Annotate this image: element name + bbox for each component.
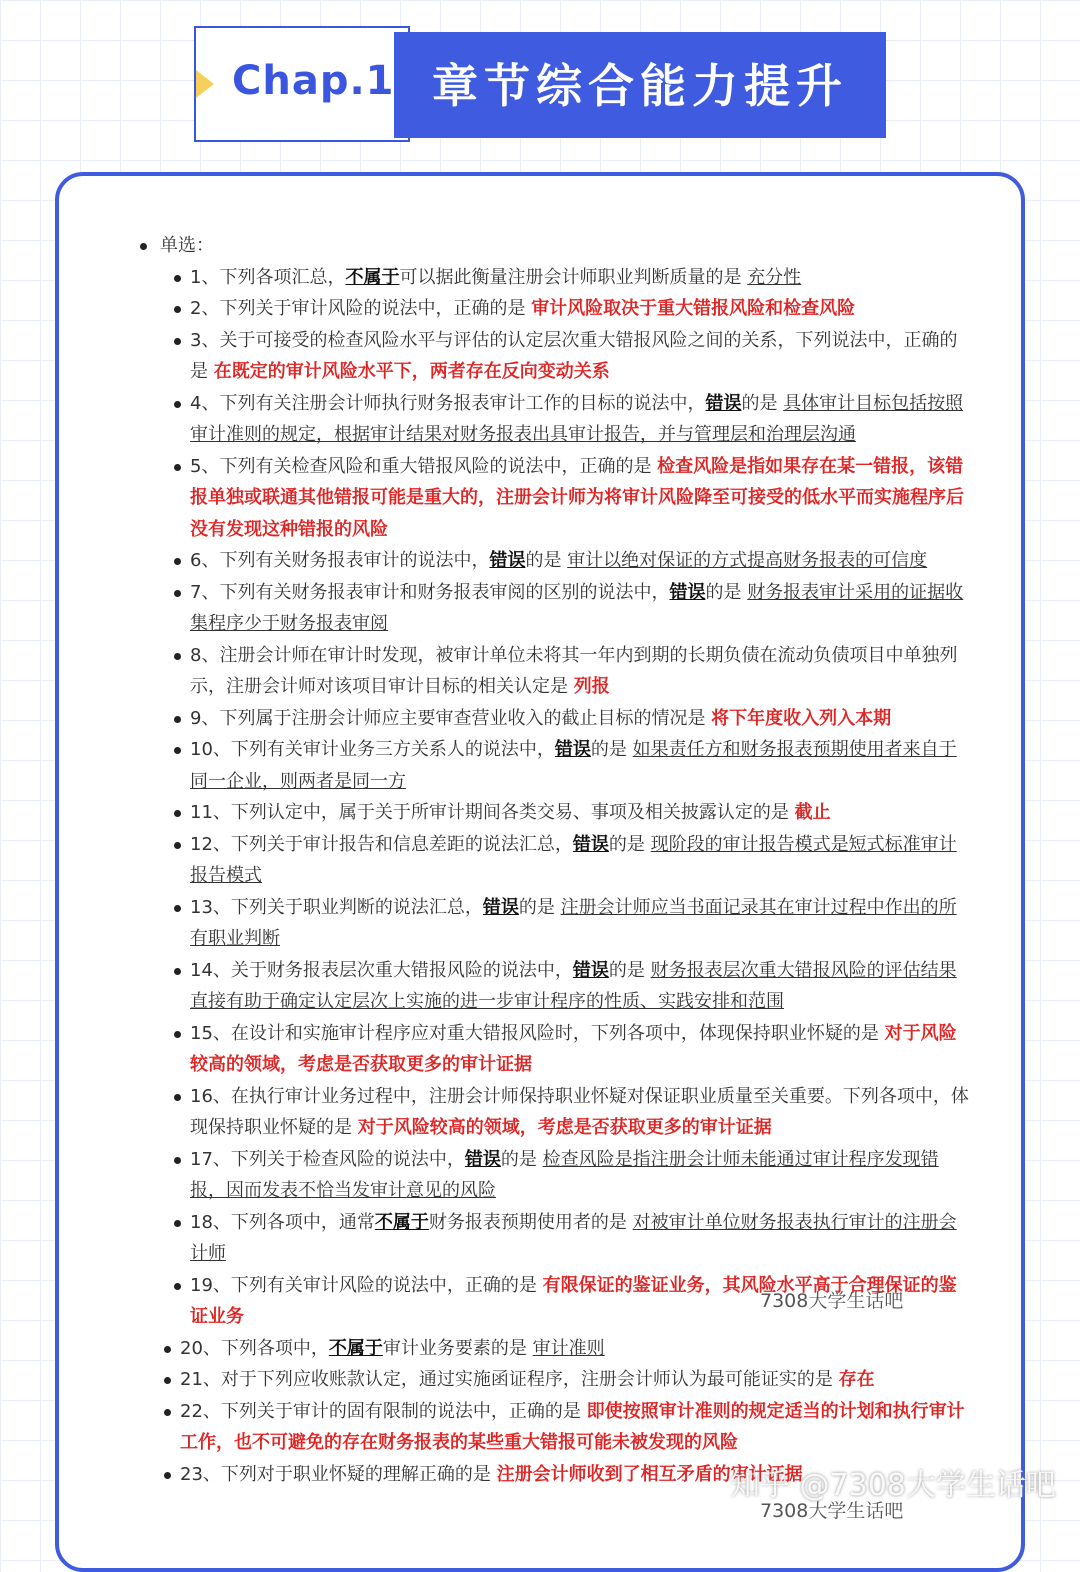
question-text: 审计业务要素的是 [382, 1337, 533, 1359]
question-text: 财务报表预期使用者的是 [428, 1211, 633, 1233]
answer-text: 列报 [573, 676, 610, 697]
keyword-text: 错误 [572, 833, 609, 855]
answer-text: 对被审计单位财务报表执行审计的注册会计师 [190, 1211, 957, 1264]
question-text: 20、下列各项中， [180, 1337, 329, 1359]
page-title: 章节综合能力提升 [432, 59, 848, 113]
question-text: 2、下列关于审计风险的说法中，正确的是 [190, 298, 532, 319]
bullet-icon [174, 968, 181, 975]
answer-text: 充分性 [747, 266, 802, 288]
bullet-icon [164, 1472, 171, 1479]
answer-text: 注册会计师收到了相互矛盾的审计证据 [496, 1463, 803, 1485]
bullet-icon [174, 810, 181, 817]
question-item [160, 955, 970, 1018]
answer-text: 审计风险取决于重大错报风险和检查风险 [531, 298, 856, 319]
answer-text: 即使按照审计准则的规定适当的计划和执行审计工作，也不可避免的存在财务报表的某些重大错报可能未被发现的风险 [180, 1400, 965, 1453]
question-text: 14、关于财务报表层次重大错报风险的说法中， [190, 959, 573, 981]
section-label: 单选： [160, 235, 214, 256]
watermark-text-bottom: 7308大学生话吧 [760, 1500, 904, 1522]
answer-text: 财务报表层次重大错报风险的评估结果直接有助于确定认定层次上实施的进一步审计程序的性质、实践安排和范围 [190, 959, 957, 1012]
bullet-icon [174, 905, 181, 912]
question-text: 23、下列对于职业怀疑的理解正确的是 [180, 1463, 497, 1485]
question-item [150, 1364, 970, 1396]
bullet-icon [174, 464, 181, 471]
question-item [160, 577, 970, 640]
question-item [160, 1018, 970, 1081]
question-item [160, 545, 970, 577]
question-text: 10、下列有关审计业务三方关系人的说法中， [190, 739, 555, 760]
question-text: 的是 [590, 739, 633, 760]
watermark-text: 7308大学生话吧 [760, 1290, 904, 1312]
bullet-icon [174, 1094, 181, 1101]
bullet-icon [174, 1031, 181, 1038]
answer-text: 如果责任方和财务报表预期使用者来自于同一企业，则两者是同一方 [190, 739, 957, 792]
answer-text: 现阶段的审计报告模式是短式标准审计报告模式 [190, 833, 957, 886]
bullet-icon [174, 1157, 181, 1164]
question-text: 的是 [525, 550, 568, 571]
bullet-icon [174, 653, 181, 660]
chapter-label: Chap.1 [232, 58, 395, 104]
keyword-text: 错误 [572, 959, 609, 981]
keyword-text: 错误 [554, 739, 591, 760]
answer-text: 存在 [838, 1369, 875, 1390]
question-text: 22、下列关于审计的固有限制的说法中，正确的是 [180, 1400, 587, 1422]
question-text: 11、下列认定中，属于关于所审计期间各类交易、事项及相关披露认定的是 [190, 802, 795, 823]
question-text: 的是 [741, 392, 784, 414]
keyword-text: 错误 [489, 550, 526, 571]
answer-text: 有限保证的鉴证业务，其风险水平高于合理保证的鉴证业务 [190, 1274, 957, 1327]
question-item [150, 1333, 970, 1365]
answer-text: 截止 [794, 802, 831, 823]
question-item [160, 451, 970, 546]
keyword-text: 错误 [669, 581, 706, 603]
question-text: 7、下列有关财务报表审计和财务报表审阅的区别的说法中， [190, 581, 670, 603]
question-text: 15、在设计和实施审计程序应对重大错报风险时，下列各项中，体现保持职业怀疑的是 [190, 1022, 885, 1044]
question-text: 6、下列有关财务报表审计的说法中， [190, 550, 490, 571]
question-text: 的是 [500, 1148, 543, 1170]
answer-text: 对于风险较高的领域，考虑是否获取更多的审计证据 [190, 1022, 957, 1075]
keyword-text: 错误 [482, 896, 519, 918]
answer-text: 注册会计师应当书面记录其在审计过程中作出的所有职业判断 [190, 896, 957, 949]
question-item [160, 703, 970, 735]
bullet-icon [174, 558, 181, 565]
question-text: 19、下列有关审计风险的说法中，正确的是 [190, 1274, 543, 1296]
question-item [160, 388, 970, 451]
question-text: 的是 [518, 896, 561, 918]
bullet-icon [174, 1220, 181, 1227]
keyword-text: 不属于 [374, 1211, 429, 1233]
keyword-text: 不属于 [345, 266, 400, 288]
bullet-icon [174, 1283, 181, 1290]
answer-text: 审计以绝对保证的方式提高财务报表的可信度 [567, 550, 928, 571]
question-item [160, 1081, 970, 1144]
bullet-icon [174, 306, 181, 313]
answer-text: 检查风险是指注册会计师未能通过审计程序发现错报，因而发表不恰当发审计意见的风险 [190, 1148, 939, 1201]
answer-text: 检查风险是指如果存在某一错报，该错报单独或联通其他错报可能是重大的，注册会计师为将审计风险降至可接受的低水平而实施程序后没有发现这种错报的风险 [190, 455, 964, 540]
bullet-icon [174, 590, 181, 597]
question-item [160, 1207, 970, 1270]
watermark-zhihu: 知乎 @7308大学生话吧 [730, 1468, 1056, 1503]
question-text: 5、下列有关检查风险和重大错报风险的说法中，正确的是 [190, 455, 658, 477]
answer-text: 对于风险较高的领域，考虑是否获取更多的审计证据 [357, 1117, 772, 1138]
question-item [160, 734, 970, 797]
question-item [160, 293, 970, 325]
question-text: 的是 [705, 581, 748, 603]
question-item [160, 262, 970, 294]
question-text: 1、下列各项汇总， [190, 266, 346, 288]
answer-text: 审计准则 [532, 1337, 605, 1359]
answer-text: 将下年度收入列入本期 [711, 707, 892, 729]
question-text: 16、在执行审计业务过程中，注册会计师保持职业怀疑对保证职业质量至关重要。下列各项中，体现保持职业怀疑的是 [190, 1085, 969, 1138]
keyword-text: 错误 [464, 1148, 501, 1170]
bullet-icon [174, 842, 181, 849]
question-text: 的是 [608, 833, 651, 855]
answer-text: 具体审计目标包括按照审计准则的规定，根据审计结果对财务报表出具审计报告，并与管理层和治理层沟通 [190, 392, 964, 445]
question-item [160, 1144, 970, 1207]
bullet-icon [164, 1346, 171, 1353]
bullet-icon [174, 401, 181, 408]
bullet-icon [164, 1377, 171, 1384]
answer-text: 在既定的审计风险水平下，两者存在反向变动关系 [213, 361, 610, 382]
keyword-text: 错误 [705, 392, 742, 414]
question-item [160, 829, 970, 892]
bullet-icon [174, 716, 181, 723]
question-text: 8、注册会计师在审计时发现，被审计单位未将其一年内到期的长期负债在流动负债项目中单独列示，注册会计师对该项目审计目标的相关认定是 [190, 644, 958, 697]
question-text: 9、下列属于注册会计师应主要审查营业收入的截止目标的情况是 [190, 707, 712, 729]
keyword-text: 不属于 [328, 1337, 383, 1359]
question-text: 4、下列有关注册会计师执行财务报表审计工作的目标的说法中， [190, 392, 706, 414]
bullet-icon [174, 747, 181, 754]
section-heading [140, 230, 970, 262]
question-text: 3、关于可接受的检查风险水平与评估的认定层次重大错报风险之间的关系，下列说法中，正确的是 [190, 329, 958, 382]
bullet-icon [140, 243, 147, 250]
answer-text: 财务报表审计采用的证据收集程序少于财务报表审阅 [190, 581, 964, 634]
bullet-icon [174, 338, 181, 345]
question-item [160, 325, 970, 388]
bullet-icon [174, 275, 181, 282]
question-text: 18、下列各项中，通常 [190, 1211, 375, 1233]
bullet-icon [164, 1409, 171, 1416]
question-text: 的是 [608, 959, 651, 981]
question-item [150, 1396, 970, 1459]
question-item [160, 640, 970, 703]
question-item [160, 797, 970, 829]
question-text: 17、下列关于检查风险的说法中， [190, 1148, 465, 1170]
chapter-header [0, 0, 1080, 160]
question-text: 12、下列关于审计报告和信息差距的说法汇总， [190, 833, 573, 855]
question-text: 可以据此衡量注册会计师职业判断质量的是 [399, 266, 748, 288]
question-text: 21、对于下列应收账款认定，通过实施函证程序，注册会计师认为最可能证实的是 [180, 1369, 839, 1390]
question-item [160, 892, 970, 955]
play-arrow-icon [196, 70, 214, 98]
question-text: 13、下列关于职业判断的说法汇总， [190, 896, 483, 918]
